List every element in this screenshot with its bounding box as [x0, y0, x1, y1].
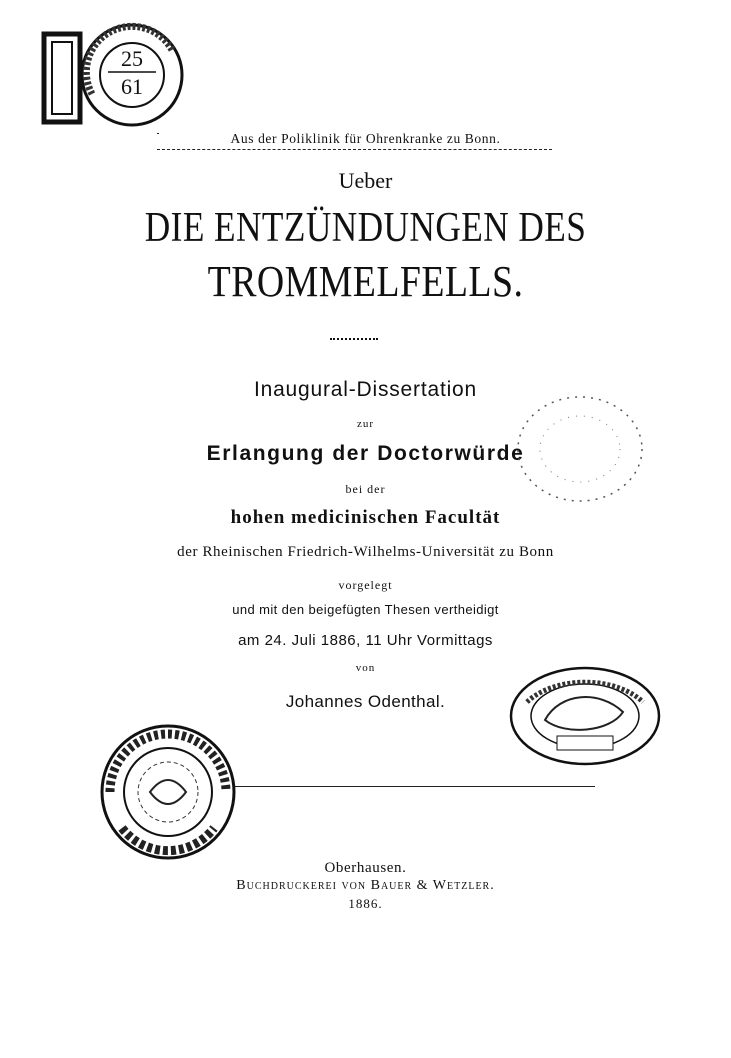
shelf-mark-top: 25: [121, 46, 143, 71]
defense-line: und mit den beigefügten Thesen vertheidigt: [232, 602, 499, 617]
institution-line: Aus der Poliklinik für Ohrenkranke zu Bonn.: [230, 131, 501, 146]
stamp-rule: [230, 786, 595, 787]
imprint-year: 1886.: [348, 896, 383, 911]
von-line: von: [355, 662, 376, 674]
vorgelegt-line: vorgelegt: [338, 578, 393, 592]
library-stamp-lower-left: [96, 718, 246, 868]
bei-der-line: bei der: [345, 482, 386, 496]
shelf-mark-bottom: 61: [121, 74, 143, 99]
zur-line: zur: [356, 418, 375, 430]
date-line: am 24. Juli 1886, 11 Uhr Vormittags: [238, 632, 493, 649]
library-stamp-top-left: [40, 20, 200, 130]
purpose-line: Erlangung der Doctorwürde: [206, 442, 525, 465]
library-stamp-lower-right: [505, 662, 665, 770]
header-rule: [157, 149, 552, 150]
author-line: Johannes Odenthal.: [285, 692, 446, 711]
university-line: der Rheinischen Friedrich-Wilhelms-Universität zu Bonn: [177, 544, 554, 560]
title-line-1: DIE ENTZÜNDUNGEN DES: [144, 205, 587, 251]
imprint-city: Oberhausen.: [324, 860, 407, 876]
title-pre: Ueber: [338, 168, 393, 193]
imprint-printer: Buchdruckerei von Bauer & Wetzler.: [236, 878, 495, 893]
library-stamp-faint-right: [508, 392, 648, 507]
title-line-2: TROMMELFELLS.: [207, 257, 524, 306]
ornament-rule: [330, 338, 378, 340]
dissertation-line: Inaugural-Dissertation: [253, 378, 478, 401]
faculty-line: hohen medicinischen Facultät: [230, 507, 501, 528]
